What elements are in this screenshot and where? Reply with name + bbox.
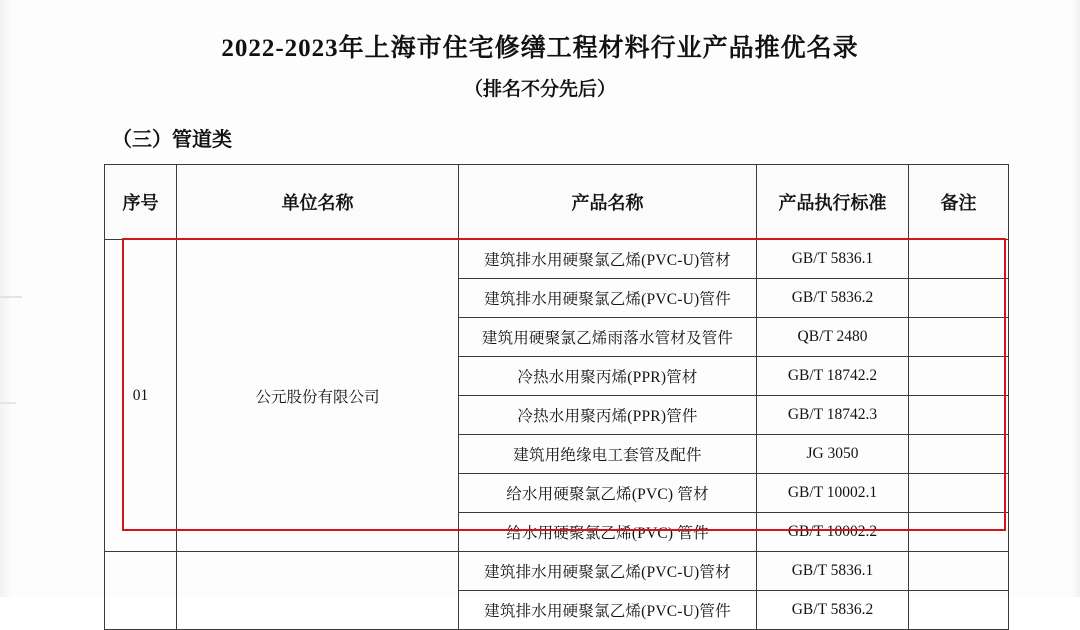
column-header-product: 产品名称 (459, 165, 757, 240)
table-header (105, 165, 1009, 240)
cell-note (909, 318, 1009, 357)
table-row (105, 240, 1009, 279)
cell-note (909, 513, 1009, 552)
table-container (104, 164, 1008, 630)
product-table (104, 164, 1009, 630)
scan-edge-right (1070, 0, 1080, 597)
column-header-note: 备注 (909, 165, 1009, 240)
cell-product: 给水用硬聚氯乙烯(PVC) 管材 (459, 474, 757, 513)
cell-note (909, 240, 1009, 279)
cell-standard: GB/T 18742.2 (757, 357, 909, 396)
column-header-unit: 单位名称 (177, 165, 459, 240)
cell-seq (105, 552, 177, 630)
cell-note (909, 435, 1009, 474)
table-body (105, 240, 1009, 630)
table-header-row (105, 165, 1009, 240)
section-heading: （三）管道类 (112, 129, 232, 151)
column-header-seq: 序号 (105, 165, 177, 240)
cell-standard: GB/T 10002.2 (757, 513, 909, 552)
cell-note (909, 474, 1009, 513)
cell-standard: GB/T 18742.3 (757, 396, 909, 435)
cell-standard: GB/T 5836.1 (757, 240, 909, 279)
cell-note (909, 279, 1009, 318)
page-subtitle: （排名不分先后） (463, 79, 616, 100)
cell-note (909, 591, 1009, 630)
cell-product: 给水用硬聚氯乙烯(PVC) 管件 (459, 513, 757, 552)
cell-seq: 01 (105, 240, 177, 552)
cell-standard: GB/T 5836.2 (757, 279, 909, 318)
scan-margin-mark-upper (0, 296, 22, 298)
cell-note (909, 396, 1009, 435)
cell-standard: GB/T 10002.1 (757, 474, 909, 513)
cell-standard: QB/T 2480 (757, 318, 909, 357)
cell-product: 冷热水用聚丙烯(PPR)管材 (459, 357, 757, 396)
cell-note (909, 357, 1009, 396)
scan-edge-left (0, 0, 14, 597)
cell-note (909, 552, 1009, 591)
table-row (105, 552, 1009, 591)
cell-product: 建筑排水用硬聚氯乙烯(PVC-U)管材 (459, 552, 757, 591)
cell-product: 建筑用硬聚氯乙烯雨落水管材及管件 (459, 318, 757, 357)
cell-product: 建筑排水用硬聚氯乙烯(PVC-U)管件 (459, 591, 757, 630)
scan-margin-mark-lower (0, 402, 16, 404)
cell-unit (177, 552, 459, 630)
cell-standard: GB/T 5836.1 (757, 552, 909, 591)
cell-product: 建筑排水用硬聚氯乙烯(PVC-U)管材 (459, 240, 757, 279)
cell-product: 建筑用绝缘电工套管及配件 (459, 435, 757, 474)
cell-product: 冷热水用聚丙烯(PPR)管件 (459, 396, 757, 435)
cell-standard: JG 3050 (757, 435, 909, 474)
cell-unit: 公元股份有限公司 (177, 240, 459, 552)
column-header-standard: 产品执行标准 (757, 165, 909, 240)
cell-product: 建筑排水用硬聚氯乙烯(PVC-U)管件 (459, 279, 757, 318)
cell-standard: GB/T 5836.2 (757, 591, 909, 630)
page-title: 2022-2023年上海市住宅修缮工程材料行业产品推优名录 (221, 35, 859, 62)
